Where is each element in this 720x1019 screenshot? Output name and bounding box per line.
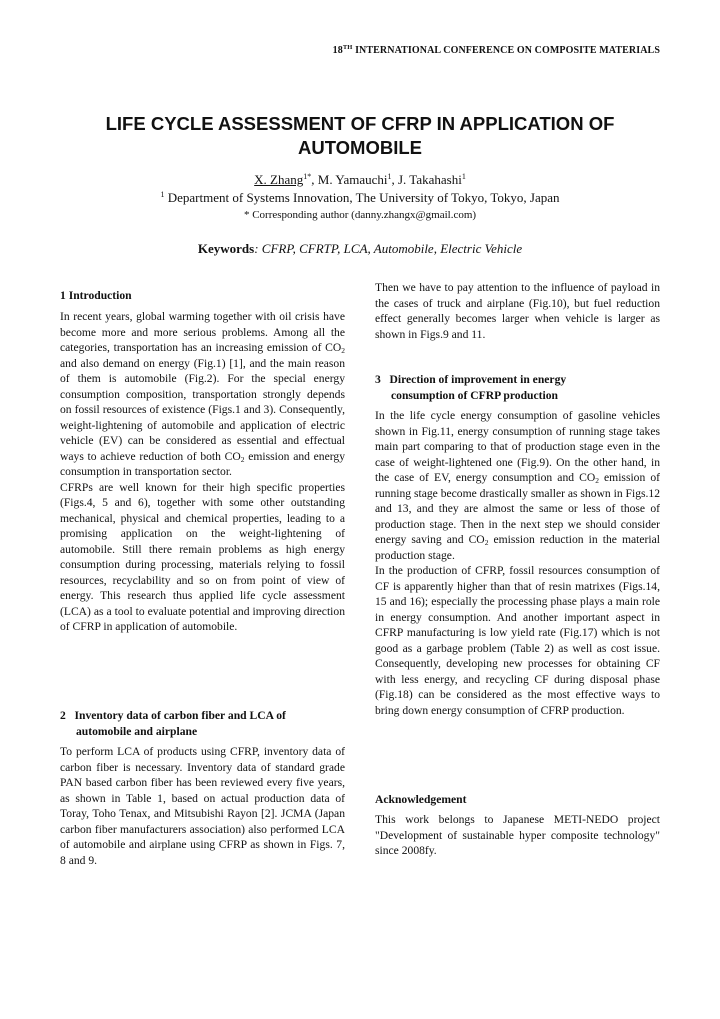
section-heading-inventory: 2 Inventory data of carbon fiber and LCA of automobile and airplane <box>60 709 286 738</box>
introduction-body <box>60 309 345 635</box>
inventory-paragraph-1: To perform LCA of products using CFRP, inventory data of carbon fiber is necessary. Inventory data of standard grade PAN based carbon fiber has been reviewed every five years, as shown in Table 1, based on actual production data of Toray, Toho Tenax, and Mitsubishi Rayon [2]. JCMA (Japan carbon fiber manufacturers association) also performed LCA of automobile and airplane using CFRP as shown in Figs. 7, 8 and 9. <box>60 745 345 867</box>
intro-paragraph-2: CFRPs are well known for their high specific properties (Figs.4, 5 and 6), together with some other outstanding mechanical, physical and chemical properties, leading to a promising application on the weight-lightening of automobile. Still there remain problems as high energy consumption during processing, materials relying to fossil resources, recyclability and so on from point of view of energy. This research thus applied life cycle assessment (LCA) as a tool to evaluate potential and improving direction of CFRP in application of automobile. <box>60 480 345 633</box>
corresponding-author: * Corresponding author (danny.zhangx@gmail.com) <box>243 209 477 221</box>
section-heading-direction: 3 Direction of improvement in energy consumption of CFRP production <box>375 373 567 402</box>
section-heading-introduction: 1 Introduction <box>60 289 132 302</box>
acknowledgement-body: This work belongs to Japanese METI-NEDO project "Development of sustainable hyper composite technology" since 2008fy. <box>375 813 660 857</box>
author-list: X. Zhang$^{1*}$, M. Yamauchi$^1$, J. Takahashi$^1$ <box>254 172 466 187</box>
paper-title: LIFE CYCLE ASSESSMENT OF CFRP IN APPLICATION OF AUTOMOBILE <box>105 113 615 158</box>
right-column-intro-text: Then we have to pay attention to the influence of payload in the cases of truck and airplane (Fig.10), but fuel reduction effect generally becomes larger when vehicle is larger as shown in Figs.9 and 11. <box>375 281 660 341</box>
keywords: Keywords: CFRP, CFRTP, LCA, Automobile, Electric Vehicle <box>197 241 523 256</box>
direction-paragraph-1: In the life cycle energy consumption of gasoline vehicles shown in Fig.11, energy consumption of running stage takes main part comparing to that of production stage even in the case of weight-lightened one (Fig.9). On the other hand, in the case of EV, energy consumption and $CO_2$ emission of running stage become drastically smaller as shown in Figs.12 and 13, and they are almost the same or less of those of production stage. Then in the next step we should consider energy saving and $CO_2$ emission reduction in the material production stage. <box>375 409 660 562</box>
intro-paragraph-1: In recent years, global warming together with oil crisis have become more and more serious problems. Among all the categories, transportation has an increasing emission of $CO_2$ and also demand on energy (Fig.1) [1], and the main reason of them is automobile (Fig.2). For the special energy consumption composition, transportation strongly depends on fossil resources of existence (Figs.1 and 3). Consequently, weight-lightening of automobile and application of electric vehicle (EV) can be considered as essential and effectual ways to achieve reduction of both $CO_2$ emission and energy consumption in transportation sector. <box>60 310 345 478</box>
inventory-body <box>60 744 345 868</box>
section-heading-acknowledgement: Acknowledgement <box>375 793 467 806</box>
running-header: 18TH INTERNATIONAL CONFERENCE ON COMPOSITE MATERIALS <box>332 44 660 56</box>
direction-body <box>375 408 660 718</box>
affiliation: $^1$ Department of Systems Innovation, The University of Tokyo, Tokyo, Japan <box>160 190 560 205</box>
direction-paragraph-2: In the production of CFRP, fossil resources consumption of CF is apparently higher than that of resin matrixes (Figs.14, 15 and 16); especially the processing phase plays a main role in energy consumption. And another important aspect in CFRP manufacturing is low yield rate (Fig.17) which is not good as a garbage problem (Table 2) as well as cost issue. Consequently, developing new processes for obtaining CF with less energy, and recycling CF during disposal phase (Fig.18) can be considered as the most effective ways to bring down energy consumption of CFRP production. <box>375 564 660 717</box>
